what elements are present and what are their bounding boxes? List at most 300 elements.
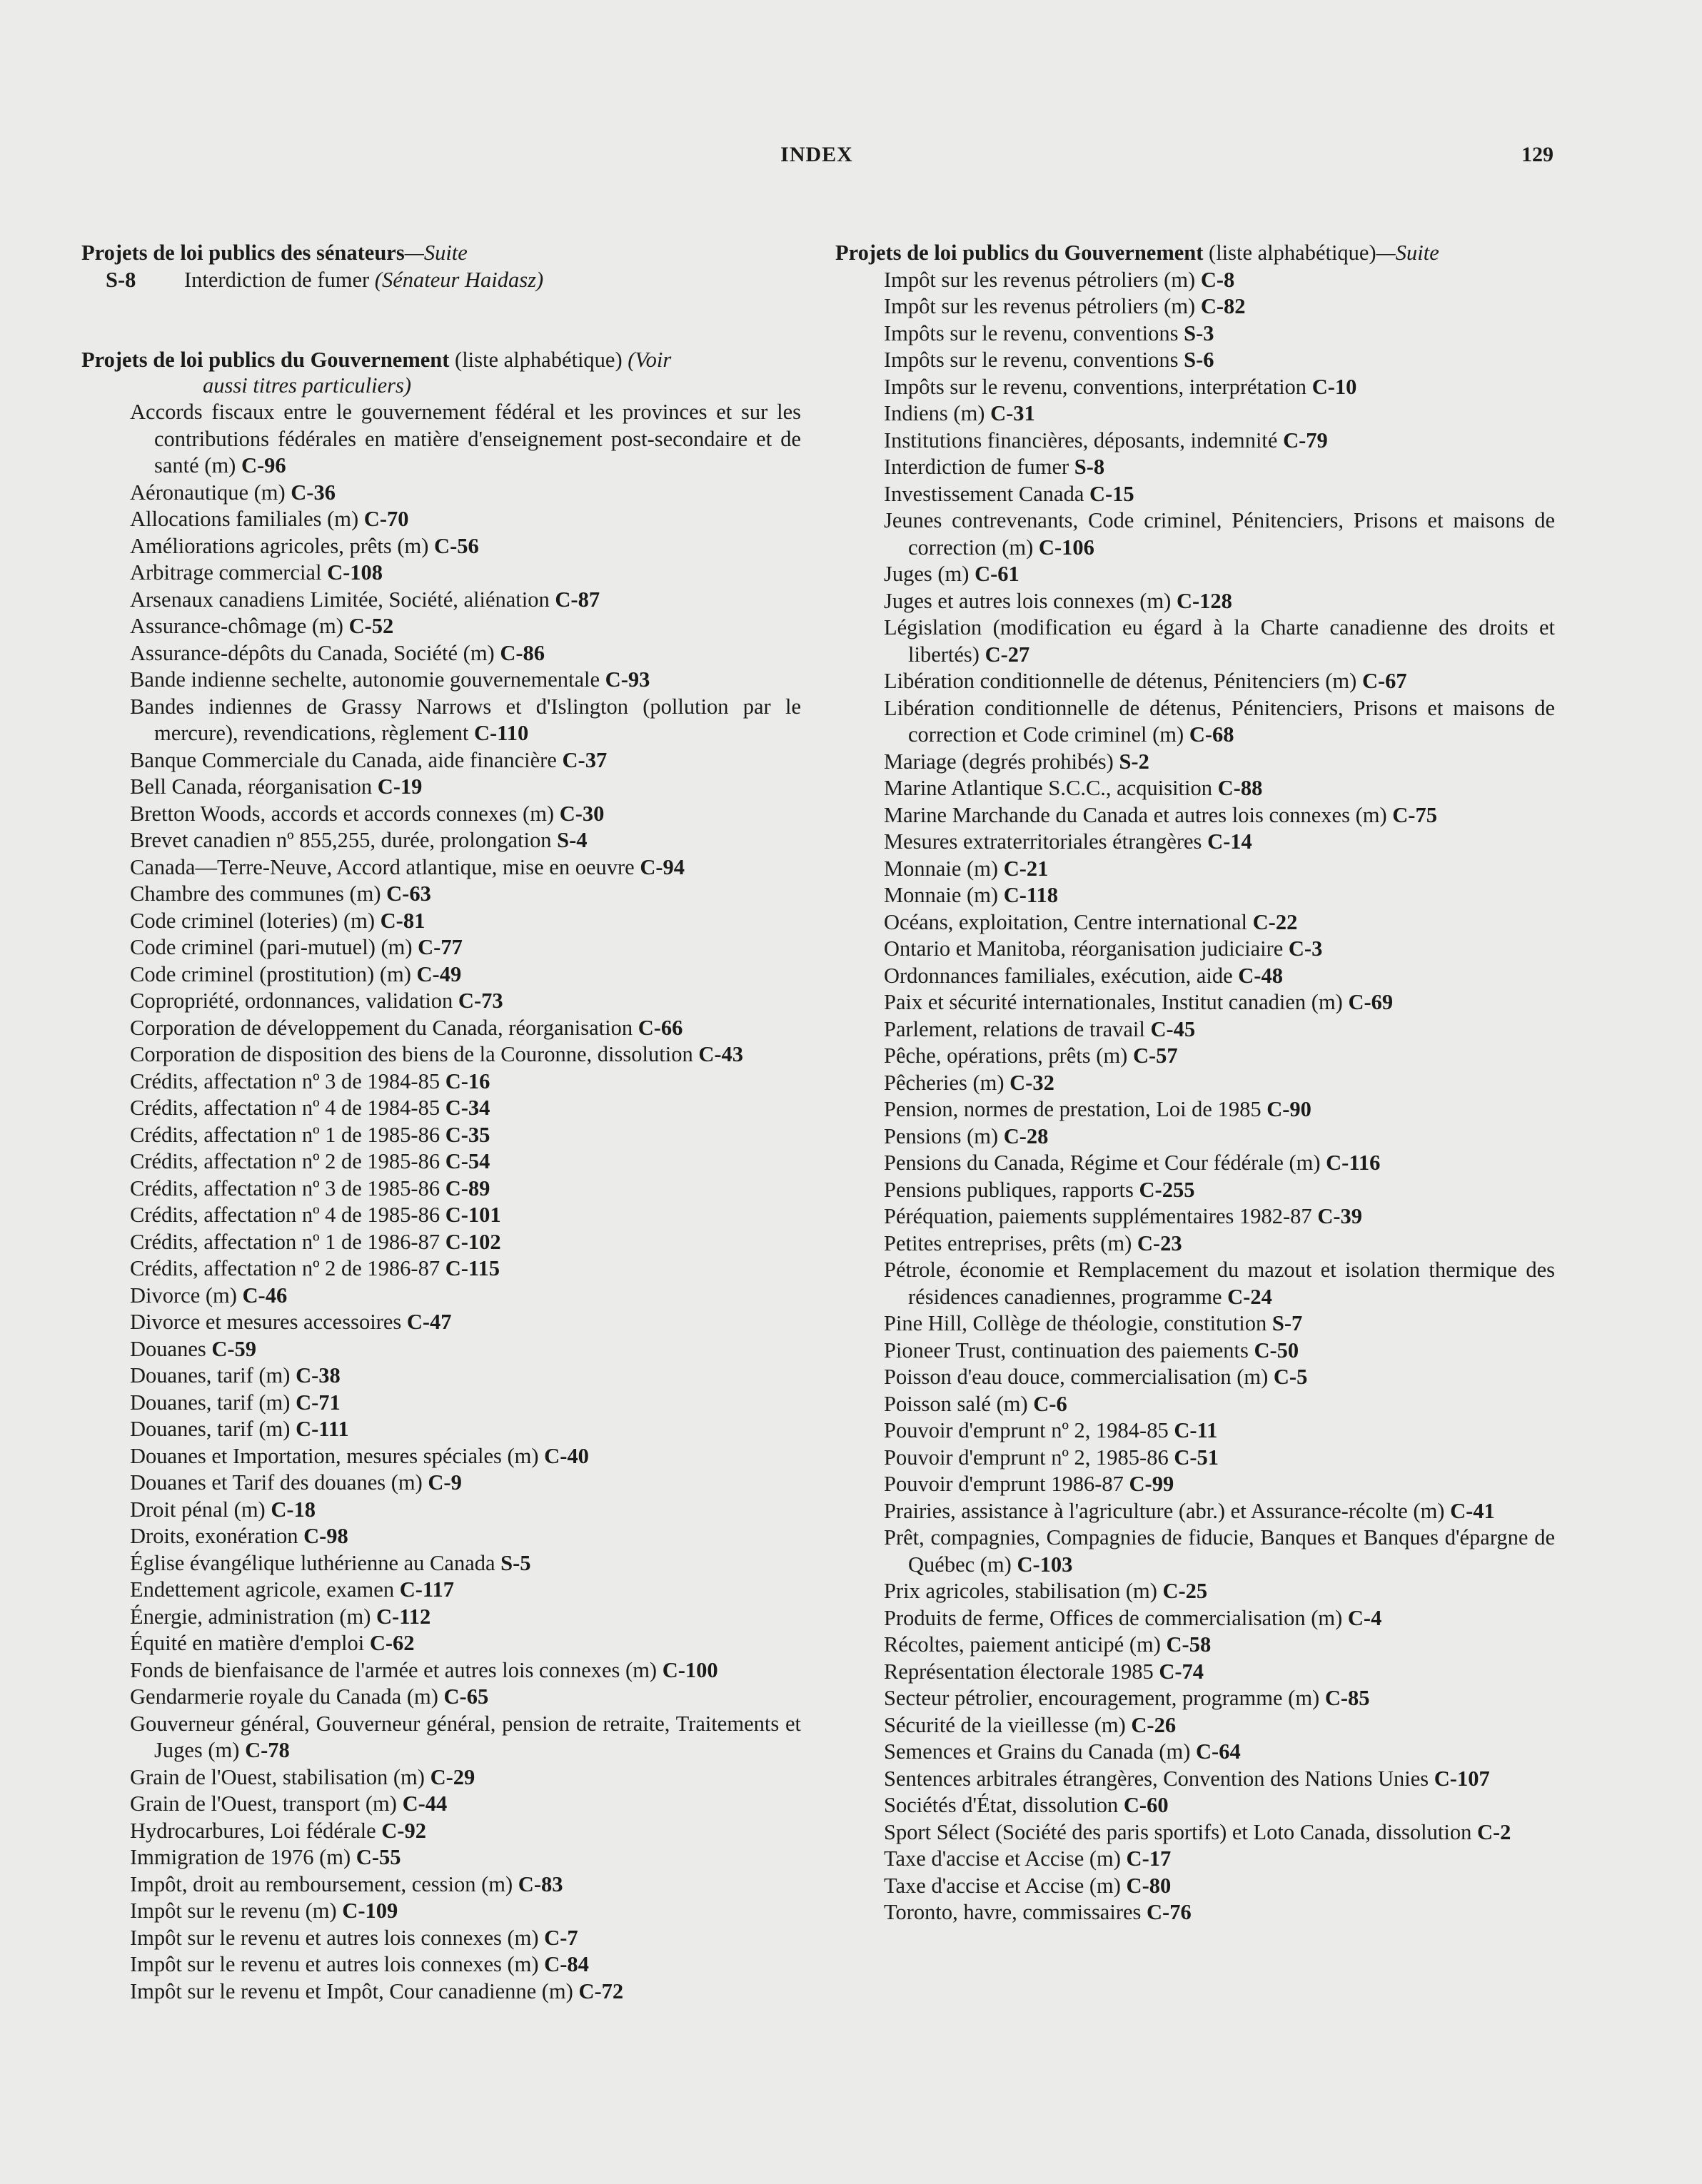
- bill-number: C-69: [1348, 990, 1394, 1014]
- entry-title: Prêt, compagnies, Compagnies de fiducie, Banques et Banques d'épargne de Québec (m): [884, 1525, 1555, 1577]
- index-entry: [860, 1605, 1555, 1632]
- heading-normal: (liste alphabétique): [1203, 241, 1376, 265]
- entry-title: Impôts sur le revenu, conventions: [884, 320, 1184, 345]
- index-entry: [860, 1498, 1555, 1525]
- index-entry: [860, 1150, 1555, 1177]
- bill-number: C-80: [1126, 1873, 1172, 1898]
- bill-number: C-72: [578, 1978, 624, 2003]
- bill-number: C-60: [1123, 1793, 1169, 1817]
- bill-number: C-48: [1238, 963, 1283, 988]
- entry-title: Bretton Woods, accords et accords connexes (m): [130, 801, 560, 826]
- bill-number: S-8: [1074, 455, 1105, 479]
- entry-title: Impôt sur les revenus pétroliers (m): [884, 267, 1201, 292]
- bill-number: C-11: [1174, 1418, 1218, 1442]
- bill-number: C-34: [445, 1096, 490, 1120]
- entry-title: Libération conditionnelle de détenus, Pénitenciers (m): [884, 669, 1362, 693]
- index-entry: [860, 882, 1555, 909]
- bill-number: C-64: [1196, 1739, 1241, 1764]
- bill-number: C-32: [1009, 1070, 1054, 1095]
- entry-title: Institutions financières, déposants, indemnité: [884, 428, 1284, 453]
- entry-title: Gouverneur général, Gouverneur général, pension de retraite, Traitements et Juges (m): [130, 1711, 801, 1762]
- entry-title: Secteur pétrolier, encouragement, programme (m): [884, 1686, 1325, 1710]
- index-entry: [106, 1068, 801, 1096]
- index-entry: [106, 801, 801, 828]
- index-entry: [106, 1925, 801, 1952]
- entry-title: Pouvoir d'emprunt 1986-87: [884, 1472, 1129, 1496]
- entry-title: Libération conditionnelle de détenus, Pénitenciers, Prisons et maisons de correction et Code criminel (m): [884, 695, 1555, 747]
- bill-number: C-98: [303, 1524, 348, 1548]
- index-entry: [106, 1871, 801, 1899]
- entry-title: Pêche, opérations, prêts (m): [884, 1043, 1133, 1068]
- entry-title: Interdiction de fumer: [884, 455, 1074, 479]
- index-entry: [106, 1015, 801, 1042]
- bill-number: C-116: [1326, 1151, 1381, 1175]
- senators-bills-heading: [81, 240, 801, 267]
- bill-number: C-24: [1227, 1284, 1272, 1309]
- bill-number: C-28: [1003, 1123, 1049, 1148]
- index-entry: [860, 1257, 1555, 1310]
- index-entry: [860, 561, 1555, 588]
- bill-number: C-43: [698, 1042, 744, 1066]
- bill-number: C-88: [1217, 776, 1263, 800]
- entry-title: Marine Marchande du Canada et autres lois connexes (m): [884, 802, 1393, 827]
- heading-bold: Projets de loi publics du Gouvernement: [835, 241, 1204, 265]
- bill-number: C-106: [1038, 535, 1094, 560]
- entry-title: Paix et sécurité internationales, Institut canadien (m): [884, 990, 1349, 1014]
- bill-number: C-6: [1033, 1391, 1067, 1416]
- index-entry: [860, 1177, 1555, 1204]
- index-entry: [106, 1523, 801, 1550]
- entry-title: Pensions (m): [884, 1123, 1004, 1148]
- index-entry: [860, 1712, 1555, 1739]
- index-entry: [106, 1148, 801, 1176]
- bill-number: C-14: [1207, 829, 1252, 854]
- entry-title: Énergie, administration (m): [130, 1604, 377, 1629]
- entry-title: Impôt sur le revenu et autres lois connexes (m): [130, 1952, 545, 1976]
- bill-number: S-7: [1272, 1311, 1303, 1335]
- entry-title: Gendarmerie royale du Canada (m): [130, 1684, 444, 1709]
- bill-number: C-61: [975, 562, 1019, 586]
- entry-title: Sociétés d'État, dissolution: [884, 1793, 1124, 1817]
- bill-number: C-108: [327, 560, 383, 585]
- index-entry: [860, 428, 1555, 455]
- entry-title: Monnaie (m): [884, 883, 1004, 907]
- index-entry: [860, 1310, 1555, 1338]
- index-entry: [106, 1844, 801, 1871]
- bill-number: C-40: [544, 1443, 589, 1468]
- bill-number: C-50: [1254, 1338, 1299, 1363]
- entry-title: Douanes, tarif (m): [130, 1390, 296, 1415]
- index-entry: [860, 1899, 1555, 1926]
- bill-number: C-101: [445, 1203, 501, 1227]
- entry-title: Crédits, affectation nº 2 de 1986-87: [130, 1256, 445, 1280]
- index-entry: [106, 1390, 801, 1417]
- entry-title: Canada—Terre-Neuve, Accord atlantique, mise en oeuvre: [130, 854, 640, 879]
- bill-number: C-96: [241, 453, 286, 477]
- entry-title: Droits, exonération: [130, 1524, 304, 1548]
- running-head: [80, 143, 1554, 177]
- entry-title: Crédits, affectation nº 4 de 1984-85: [130, 1096, 445, 1120]
- entry-title: Pensions publiques, rapports: [884, 1177, 1139, 1202]
- bill-number: C-10: [1311, 374, 1357, 399]
- index-entry: [106, 1283, 801, 1310]
- index-entry: [106, 1041, 801, 1068]
- index-entry: [860, 1016, 1555, 1043]
- right-index-list: [835, 267, 1555, 1926]
- index-entry: [860, 347, 1555, 374]
- entry-title: Représentation électorale 1985: [884, 1659, 1159, 1684]
- bill-number: C-15: [1089, 481, 1134, 506]
- entry-title: Taxe d'accise et Accise (m): [884, 1846, 1127, 1871]
- bill-number: C-73: [458, 989, 503, 1013]
- entry-title: Droit pénal (m): [130, 1497, 271, 1522]
- entry-title: Pension, normes de prestation, Loi de 1985: [884, 1097, 1267, 1121]
- index-entry: [106, 1309, 801, 1336]
- entry-title: Pine Hill, Collège de théologie, constitution: [884, 1311, 1272, 1335]
- bill-number: C-92: [381, 1818, 426, 1843]
- index-entry: [106, 1202, 801, 1229]
- bill-number: C-128: [1176, 588, 1232, 613]
- index-entry: [860, 775, 1555, 802]
- entry-title: Toronto, havre, commissaires: [884, 1900, 1147, 1924]
- entry-title: Arbitrage commercial: [130, 560, 328, 585]
- index-entry: [860, 695, 1555, 749]
- entry-title: Code criminel (loteries) (m): [130, 908, 381, 933]
- entry-title: Équité en matière d'emploi: [130, 1631, 370, 1655]
- bill-number: C-36: [291, 480, 336, 505]
- entry-title: Banque Commerciale du Canada, aide financière: [130, 747, 563, 772]
- entry-title: Jeunes contrevenants, Code criminel, Pénitenciers, Prisons et maisons de correction (m): [884, 508, 1555, 560]
- entry-title: Indiens (m): [884, 401, 991, 425]
- entry-title: Douanes et Tarif des douanes (m): [130, 1470, 428, 1495]
- entry-title: Prairies, assistance à l'agriculture (abr.) et Assurance-récolte (m): [884, 1498, 1451, 1523]
- bill-number: C-46: [242, 1283, 288, 1308]
- index-entry: [860, 1578, 1555, 1605]
- entry-title: Pioneer Trust, continuation des paiements: [884, 1338, 1254, 1363]
- index-entry: [106, 1443, 801, 1470]
- entry-title: Grain de l'Ouest, transport (m): [130, 1791, 403, 1816]
- entry-title: Divorce et mesures accessoires: [130, 1310, 407, 1334]
- bill-number: C-55: [356, 1845, 401, 1869]
- index-entry: [106, 1470, 801, 1497]
- bill-number: C-70: [363, 507, 409, 531]
- index-entry: [106, 560, 801, 587]
- page-number: 129: [1521, 143, 1554, 166]
- entry-title: Mariage (degrés prohibés): [884, 749, 1119, 774]
- left-index-list: [81, 399, 801, 2005]
- bill-number: C-9: [428, 1470, 462, 1495]
- index-entry: [860, 454, 1555, 481]
- entry-title: Impôt sur le revenu et Impôt, Cour canadienne (m): [130, 1978, 579, 2003]
- entry-title: Copropriété, ordonnances, validation: [130, 989, 458, 1013]
- index-entry: [106, 1657, 801, 1684]
- entry-title: Petites entreprises, prêts (m): [884, 1230, 1137, 1255]
- right-column: [835, 240, 1555, 1926]
- index-entry: [860, 856, 1555, 883]
- entry-title: Mesures extraterritoriales étrangères: [884, 829, 1208, 854]
- bill-number: C-30: [559, 801, 605, 826]
- bill-number: C-25: [1162, 1579, 1208, 1603]
- entry-title: Juges et autres lois connexes (m): [884, 588, 1177, 613]
- entry-title: Brevet canadien nº 855,255, durée, prolongation: [130, 828, 558, 852]
- entry-title: Accords fiscaux entre le gouvernement fédéral et les provinces et sur les contributions fédérales en matière d'enseignement post-secondaire et de santé (m): [130, 400, 801, 477]
- index-entry: [106, 1818, 801, 1845]
- index-entry: [860, 1766, 1555, 1793]
- bill-number: C-27: [985, 642, 1030, 667]
- entry-title: Corporation de développement du Canada, réorganisation: [130, 1015, 638, 1040]
- index-entry: [106, 1255, 801, 1283]
- entry-title: Impôt sur le revenu et autres lois connexes (m): [130, 1925, 545, 1950]
- bill-number: C-8: [1200, 267, 1235, 292]
- bill-number: C-255: [1139, 1177, 1195, 1202]
- bill-number: C-63: [386, 881, 431, 906]
- bill-number: C-93: [605, 667, 650, 692]
- entry-title: Pensions du Canada, Régime et Cour fédérale (m): [884, 1151, 1326, 1175]
- index-entry: [106, 961, 801, 989]
- page-title: INDEX: [780, 143, 853, 166]
- index-entry: [106, 1497, 801, 1524]
- entry-title: Code criminel (prostitution) (m): [130, 961, 417, 986]
- index-entry: [106, 1764, 801, 1791]
- entry-title: Impôts sur le revenu, conventions: [884, 348, 1184, 372]
- index-entry: [860, 1445, 1555, 1472]
- entry-title: Douanes et Importation, mesures spéciales (m): [130, 1443, 545, 1468]
- bill-number: C-7: [544, 1925, 578, 1950]
- entry-title: Impôt sur le revenu (m): [130, 1899, 343, 1923]
- index-entry: [106, 908, 801, 935]
- bill-number: C-99: [1129, 1472, 1174, 1496]
- bill-number: C-82: [1200, 294, 1246, 318]
- entry-title: Investissement Canada: [884, 481, 1089, 506]
- bill-number: C-74: [1159, 1659, 1204, 1684]
- index-entry: [860, 936, 1555, 963]
- entry-title: Taxe d'accise et Accise (m): [884, 1873, 1127, 1898]
- entry-title: Bell Canada, réorganisation: [130, 774, 378, 799]
- bill-number: C-5: [1273, 1365, 1308, 1389]
- entry-title: Parlement, relations de travail: [884, 1016, 1151, 1041]
- entry-title: Ontario et Manitoba, réorganisation judiciaire: [884, 936, 1289, 961]
- index-entry: [106, 881, 801, 908]
- heading-suite: —Suite: [404, 241, 468, 265]
- index-entry: [106, 774, 801, 801]
- bill-number: C-22: [1252, 909, 1298, 934]
- bill-number: C-86: [500, 640, 545, 665]
- entry-title: Douanes: [130, 1336, 212, 1361]
- bill-number: C-62: [369, 1631, 415, 1655]
- index-entry: [860, 1873, 1555, 1900]
- bill-number: C-79: [1283, 428, 1328, 453]
- entry-title: Récoltes, paiement anticipé (m): [884, 1632, 1167, 1657]
- bill-number: C-3: [1288, 936, 1323, 961]
- index-entry: [106, 1095, 801, 1122]
- bill-number: C-21: [1003, 856, 1049, 881]
- bill-number: C-77: [418, 935, 463, 959]
- heading-italic: (Voir: [628, 348, 672, 372]
- entry-title: Douanes, tarif (m): [130, 1363, 296, 1387]
- bill-number: C-58: [1166, 1632, 1212, 1657]
- index-entry: [106, 1176, 801, 1203]
- entry-title: Bande indienne sechelte, autonomie gouvernementale: [130, 667, 605, 692]
- entry-title: Crédits, affectation nº 3 de 1985-86: [130, 1176, 445, 1200]
- entry-title: Produits de ferme, Offices de commercialisation (m): [884, 1605, 1348, 1630]
- index-entry: [106, 399, 801, 480]
- entry-title: Sécurité de la vieillesse (m): [884, 1712, 1132, 1737]
- bill-number: C-85: [1324, 1686, 1370, 1710]
- index-entry: [106, 1951, 801, 1978]
- government-bills-heading: [81, 347, 801, 399]
- bill-number: C-44: [402, 1791, 448, 1816]
- entry-title: Impôts sur le revenu, conventions, interprétation: [884, 374, 1312, 399]
- bill-number: C-83: [518, 1871, 563, 1896]
- bill-number: C-17: [1126, 1846, 1172, 1871]
- bill-number: C-111: [296, 1417, 349, 1441]
- index-entry: [106, 1577, 801, 1604]
- heading-bold: Projets de loi publics du Gouvernement: [81, 348, 450, 372]
- entry-title: Sport Sélect (Société des paris sportifs) et Loto Canada, dissolution: [884, 1819, 1477, 1844]
- index-entry: [106, 1630, 801, 1657]
- bill-title: Interdiction de fumer: [184, 267, 375, 292]
- entry-title: Corporation de disposition des biens de la Couronne, dissolution: [130, 1042, 699, 1066]
- bill-number: C-38: [296, 1363, 341, 1387]
- entry-title: Pêcheries (m): [884, 1070, 1010, 1095]
- index-entry: [106, 1604, 801, 1631]
- bill-number: C-26: [1131, 1712, 1177, 1737]
- bill-number: C-31: [990, 401, 1035, 425]
- entry-title: Allocations familiales (m): [130, 507, 364, 531]
- entry-title: Église évangélique luthérienne au Canada: [130, 1550, 501, 1575]
- entry-title: Marine Atlantique S.C.C., acquisition: [884, 776, 1218, 800]
- entry-title: Pouvoir d'emprunt nº 2, 1984-85: [884, 1418, 1174, 1442]
- entry-title: Divorce (m): [130, 1283, 243, 1308]
- entry-title: Code criminel (pari-mutuel) (m): [130, 935, 418, 959]
- bill-number: S-5: [500, 1550, 531, 1575]
- entry-title: Pouvoir d'emprunt nº 2, 1985-86: [884, 1445, 1174, 1470]
- index-entry: [860, 293, 1555, 320]
- bill-number: C-52: [348, 614, 394, 638]
- index-entry: [860, 320, 1555, 348]
- index-entry: [860, 1792, 1555, 1819]
- bill-number: C-117: [399, 1577, 454, 1602]
- entry-title: Crédits, affectation nº 1 de 1985-86: [130, 1122, 445, 1147]
- entry-title: Crédits, affectation nº 3 de 1984-85: [130, 1068, 445, 1093]
- index-entry: [860, 989, 1555, 1016]
- bill-number: C-90: [1267, 1097, 1311, 1121]
- index-entry: [860, 588, 1555, 615]
- bill-number: C-29: [430, 1764, 475, 1789]
- bill-number: C-109: [342, 1899, 398, 1923]
- bill-number: C-68: [1189, 722, 1234, 747]
- bill-number: C-56: [434, 533, 479, 558]
- bill-number: C-16: [445, 1068, 490, 1093]
- bill-number: C-102: [445, 1229, 501, 1254]
- index-entry: [860, 1070, 1555, 1097]
- index-entry: [106, 613, 801, 640]
- index-entry: [106, 640, 801, 667]
- index-entry: [860, 400, 1555, 428]
- index-entry: [106, 934, 801, 961]
- entry-title: Monnaie (m): [884, 856, 1004, 881]
- index-entry: [860, 1471, 1555, 1498]
- index-entry: [860, 1659, 1555, 1686]
- bill-number: C-115: [445, 1256, 500, 1280]
- index-entry: [860, 1417, 1555, 1445]
- index-entry: [860, 1846, 1555, 1873]
- index-entry: [860, 615, 1555, 668]
- heading-normal: (liste alphabétique): [449, 348, 628, 372]
- bill-number: C-110: [473, 721, 529, 745]
- entry-title: Fonds de bienfaisance de l'armée et autres lois connexes (m): [130, 1657, 663, 1682]
- bill-number: C-54: [445, 1149, 490, 1173]
- bill-number: S-3: [1184, 320, 1214, 345]
- bill-sponsor: (Sénateur Haidasz): [374, 267, 544, 292]
- entry-title: Impôt sur les revenus pétroliers (m): [884, 294, 1201, 318]
- index-entry: [860, 749, 1555, 776]
- bill-number: C-94: [640, 854, 685, 879]
- index-entry: [860, 909, 1555, 936]
- index-entry: [860, 829, 1555, 856]
- entry-title: Prix agricoles, stabilisation (m): [884, 1579, 1163, 1603]
- bill-number: S-2: [1119, 749, 1149, 774]
- entry-title: Crédits, affectation nº 2 de 1985-86: [130, 1149, 445, 1173]
- index-entry: [860, 668, 1555, 695]
- heading-suite: —Suite: [1376, 241, 1439, 265]
- index-entry: [860, 963, 1555, 990]
- index-entry: [860, 1203, 1555, 1230]
- index-entry: [106, 1416, 801, 1443]
- bill-number: C-100: [662, 1657, 718, 1682]
- index-entry: [860, 481, 1555, 508]
- bill-number: C-87: [555, 587, 600, 612]
- index-entry: [106, 506, 801, 533]
- index-entry: [106, 1978, 801, 2006]
- index-entry: [106, 694, 801, 747]
- index-entry: [106, 1229, 801, 1256]
- bill-number: C-65: [443, 1684, 489, 1709]
- bill-number: C-39: [1317, 1204, 1362, 1228]
- bill-number: C-112: [376, 1604, 431, 1629]
- index-entry: [860, 507, 1555, 561]
- bill-number: C-78: [245, 1738, 290, 1762]
- bill-number: C-66: [638, 1015, 683, 1040]
- index-entry: [106, 1791, 801, 1818]
- government-bills-heading-continued: [835, 240, 1555, 267]
- index-entry: [106, 1122, 801, 1149]
- bill-number: C-41: [1450, 1498, 1495, 1523]
- entry-title: Chambre des communes (m): [130, 881, 387, 906]
- bill-number: S-6: [1184, 348, 1214, 372]
- bill-number: C-118: [1003, 883, 1058, 907]
- entry-title: Juges (m): [884, 562, 975, 586]
- index-entry: [860, 267, 1555, 294]
- index-entry: [860, 374, 1555, 401]
- entry-title: Législation (modification eu égard à la Charte canadienne des droits et libertés): [884, 615, 1555, 667]
- entry-title: Poisson d'eau douce, commercialisation (m): [884, 1365, 1274, 1389]
- index-entry: [860, 1685, 1555, 1712]
- index-entry: [106, 854, 801, 881]
- index-entry: [106, 1363, 801, 1390]
- entry-title: Endettement agricole, examen: [130, 1577, 400, 1602]
- entry-title: Poisson salé (m): [884, 1391, 1034, 1416]
- heading-italic-cont: aussi titres particuliers): [203, 373, 412, 398]
- entry-title: Hydrocarbures, Loi fédérale: [130, 1818, 382, 1843]
- index-entry: [860, 1123, 1555, 1151]
- bill-number: C-84: [544, 1952, 589, 1976]
- entry-title: Crédits, affectation nº 4 de 1985-86: [130, 1203, 445, 1227]
- index-entry: [860, 802, 1555, 829]
- bill-number: C-47: [406, 1310, 452, 1334]
- entry-title: Sentences arbitrales étrangères, Convention des Nations Unies: [884, 1766, 1434, 1791]
- left-column: [81, 240, 801, 2005]
